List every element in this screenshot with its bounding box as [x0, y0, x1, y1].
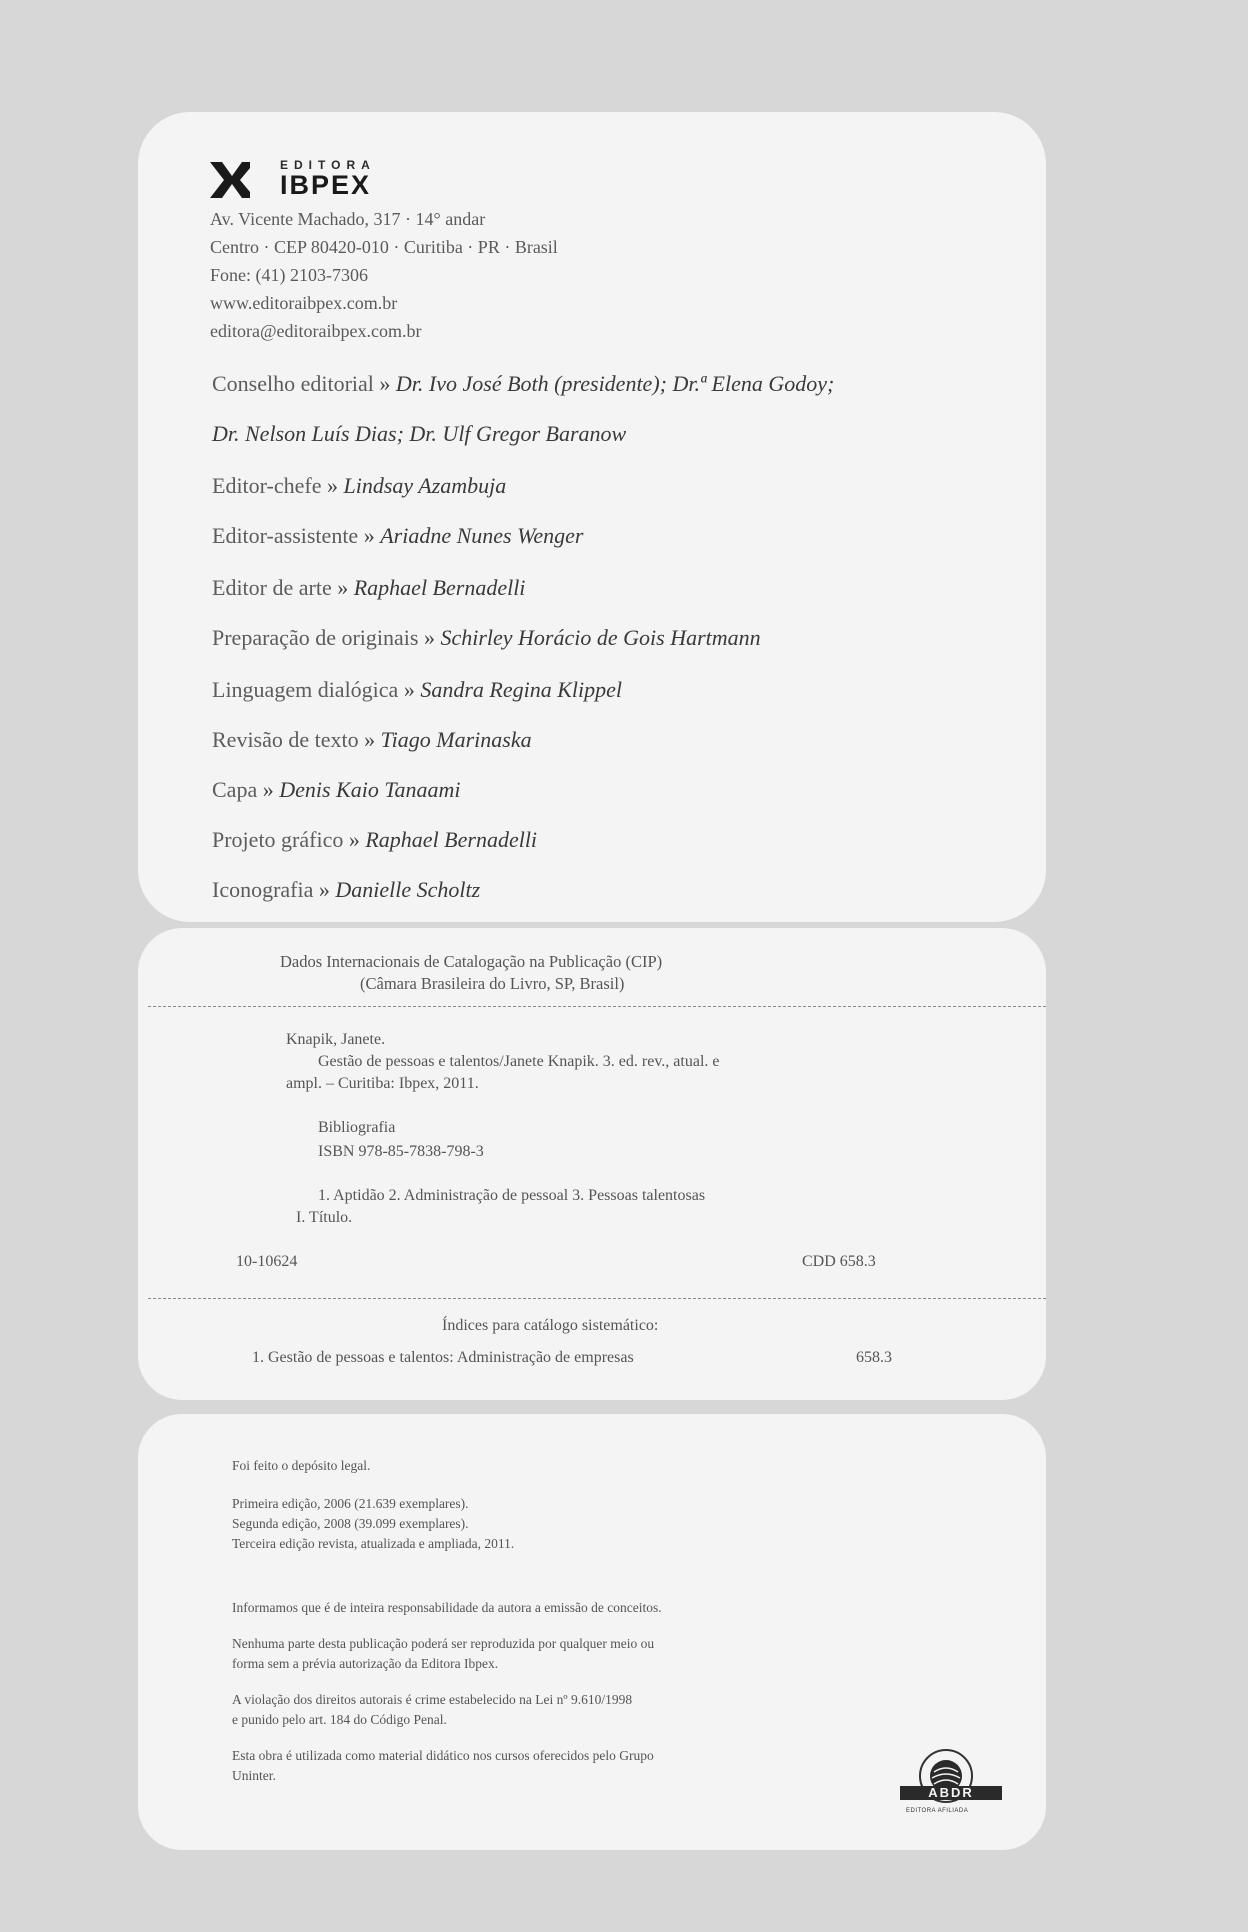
- credit-line: Iconografia » Danielle Scholtz: [212, 877, 481, 902]
- cip-subheading: (Câmara Brasileira do Livro, SP, Brasil): [360, 974, 625, 993]
- cip-divider-bottom: [148, 1298, 1046, 1299]
- legal-line: Foi feito o depósito legal.: [232, 1458, 371, 1473]
- legal-line: Segunda edição, 2008 (39.099 exemplares).: [232, 1516, 469, 1531]
- cip-author: Knapik, Janete.: [286, 1031, 386, 1048]
- credit-line: Editor-assistente » Ariadne Nunes Wenger: [212, 523, 584, 548]
- logo-ibpex-text: IBPEX: [280, 170, 372, 200]
- legal-line: Nenhuma parte desta publicação poderá ser reproduzida por qualquer meio ou: [232, 1636, 655, 1651]
- cip-isbn: ISBN 978-85-7838-798-3: [318, 1143, 484, 1160]
- email-line: editora@editoraibpex.com.br: [210, 321, 422, 341]
- publisher-logo: [210, 158, 410, 202]
- phone-line: Fone: (41) 2103-7306: [210, 265, 368, 285]
- legal-line: A violação dos direitos autorais é crime estabelecido na Lei nº 9.610/1998: [232, 1692, 633, 1707]
- website-line: www.editoraibpex.com.br: [210, 293, 398, 313]
- credit-line: Projeto gráfico » Raphael Bernadelli: [212, 827, 538, 852]
- legal-line: Terceira edição revista, atualizada e ampliada, 2011.: [232, 1536, 515, 1551]
- credit-line: Linguagem dialógica » Sandra Regina Klippel: [212, 677, 622, 702]
- abdr-label: ABDR: [928, 1785, 974, 1800]
- cip-code-left: 10-10624: [236, 1253, 298, 1270]
- legal-line: Esta obra é utilizada como material didático nos cursos oferecidos pelo Grupo: [232, 1748, 654, 1763]
- index-number: 658.3: [856, 1349, 892, 1366]
- credit-line: Dr. Nelson Luís Dias; Dr. Ulf Gregor Baranow: [212, 421, 627, 446]
- address-line: Centro · CEP 80420-010 · Curitiba · PR · Brasil: [210, 237, 558, 257]
- cip-subjects: I. Título.: [296, 1209, 353, 1226]
- credit-line: Capa » Denis Kaio Tanaami: [212, 777, 461, 802]
- legal-line: Primeira edição, 2006 (21.639 exemplares).: [232, 1496, 469, 1511]
- legal-line: Uninter.: [232, 1768, 276, 1783]
- cip-bibliography: Bibliografia: [318, 1119, 396, 1136]
- legal-line: e punido pelo art. 184 do Código Penal.: [232, 1712, 447, 1727]
- credit-line: Editor de arte » Raphael Bernadelli: [212, 575, 526, 600]
- ibpex-x-icon: [210, 162, 250, 198]
- legal-line: Informamos que é de inteira responsabilidade da autora a emissão de conceitos.: [232, 1600, 662, 1615]
- legal-line: forma sem a prévia autorização da Editora Ibpex.: [232, 1656, 499, 1671]
- cip-title-line: Gestão de pessoas e talentos/Janete Knapik. 3. ed. rev., atual. e: [318, 1053, 720, 1070]
- cip-subjects: 1. Aptidão 2. Administração de pessoal 3. Pessoas talentosas: [318, 1187, 706, 1204]
- cip-cdd: CDD 658.3: [802, 1253, 876, 1270]
- cip-heading: Dados Internacionais de Catalogação na Publicação (CIP): [280, 952, 663, 971]
- credit-line: Conselho editorial » Dr. Ivo José Both (presidente); Dr.ª Elena Godoy;: [212, 371, 835, 396]
- credit-line: Preparação de originais » Schirley Horácio de Gois Hartmann: [212, 625, 761, 650]
- cip-divider-top: [148, 1006, 1046, 1007]
- abdr-caption: EDITORA AFILIADA: [906, 1808, 969, 1814]
- credit-line: Editor-chefe » Lindsay Azambuja: [212, 473, 507, 498]
- index-heading: Índices para catálogo sistemático:: [442, 1317, 659, 1334]
- logo-editora-text: EDITORA: [280, 158, 376, 172]
- credit-line: Revisão de texto » Tiago Marinaska: [212, 727, 532, 752]
- cip-title-line: ampl. – Curitiba: Ibpex, 2011.: [286, 1075, 479, 1092]
- address-line: Av. Vicente Machado, 317 · 14° andar: [210, 209, 486, 229]
- index-entry: 1. Gestão de pessoas e talentos: Administração de empresas: [252, 1349, 634, 1366]
